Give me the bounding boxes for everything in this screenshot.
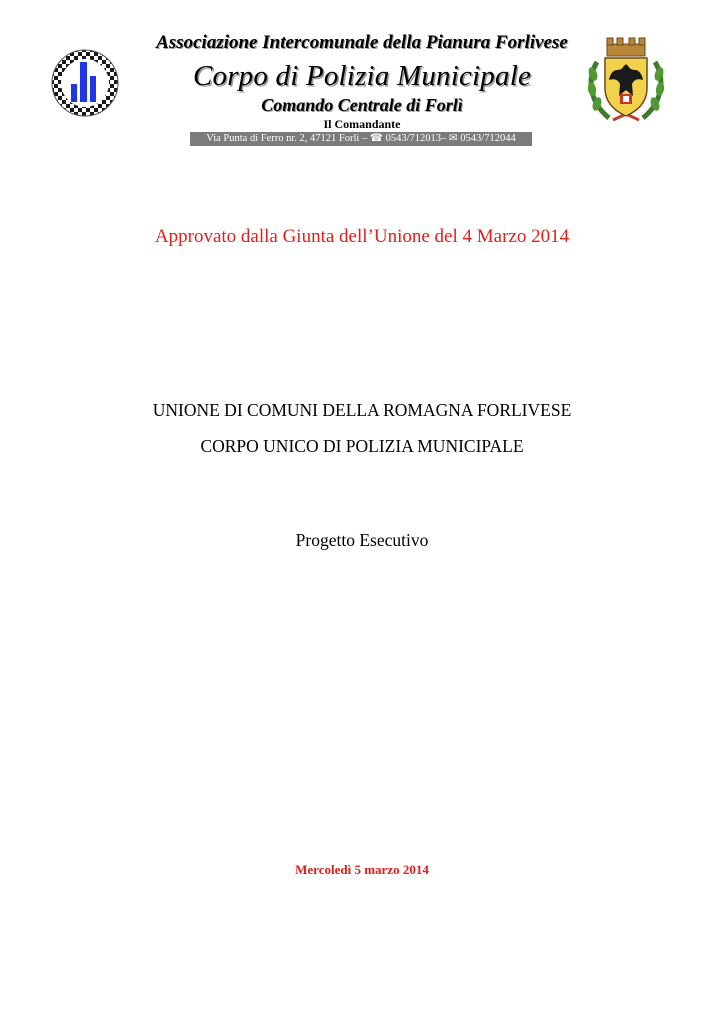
phone-icon: ☎ xyxy=(369,133,383,144)
union-title: UNIONE DI COMUNI DELLA ROMAGNA FORLIVESE xyxy=(152,400,572,420)
association-logo-icon xyxy=(50,48,120,118)
address-text: Via Punta di Ferro nr. 2, 47121 Forlì – xyxy=(206,133,368,144)
corps-name: Corpo di Polizia Municipale xyxy=(192,60,532,92)
approval-statement: Approvato dalla Giunta dell’Unione del 4 Marzo 2014 xyxy=(154,226,570,247)
commander-title: Il Comandante xyxy=(323,117,401,131)
document-date: Mercoledì 5 marzo 2014 xyxy=(295,862,429,877)
fax-icon: ✉ xyxy=(448,133,458,144)
address-bar xyxy=(190,132,532,146)
phone-number: 0543/712013– xyxy=(385,133,447,144)
letterhead xyxy=(0,0,724,160)
association-name: Associazione Intercomunale della Pianura Forlivese xyxy=(156,32,568,53)
corps-title: CORPO UNICO DI POLIZIA MUNICIPALE xyxy=(200,436,524,456)
command-name: Comando Centrale di Forlì xyxy=(261,95,463,115)
city-coat-of-arms-icon xyxy=(583,34,669,126)
document-type: Progetto Esecutivo xyxy=(295,530,429,550)
fax-number: 0543/712044 xyxy=(460,133,516,144)
